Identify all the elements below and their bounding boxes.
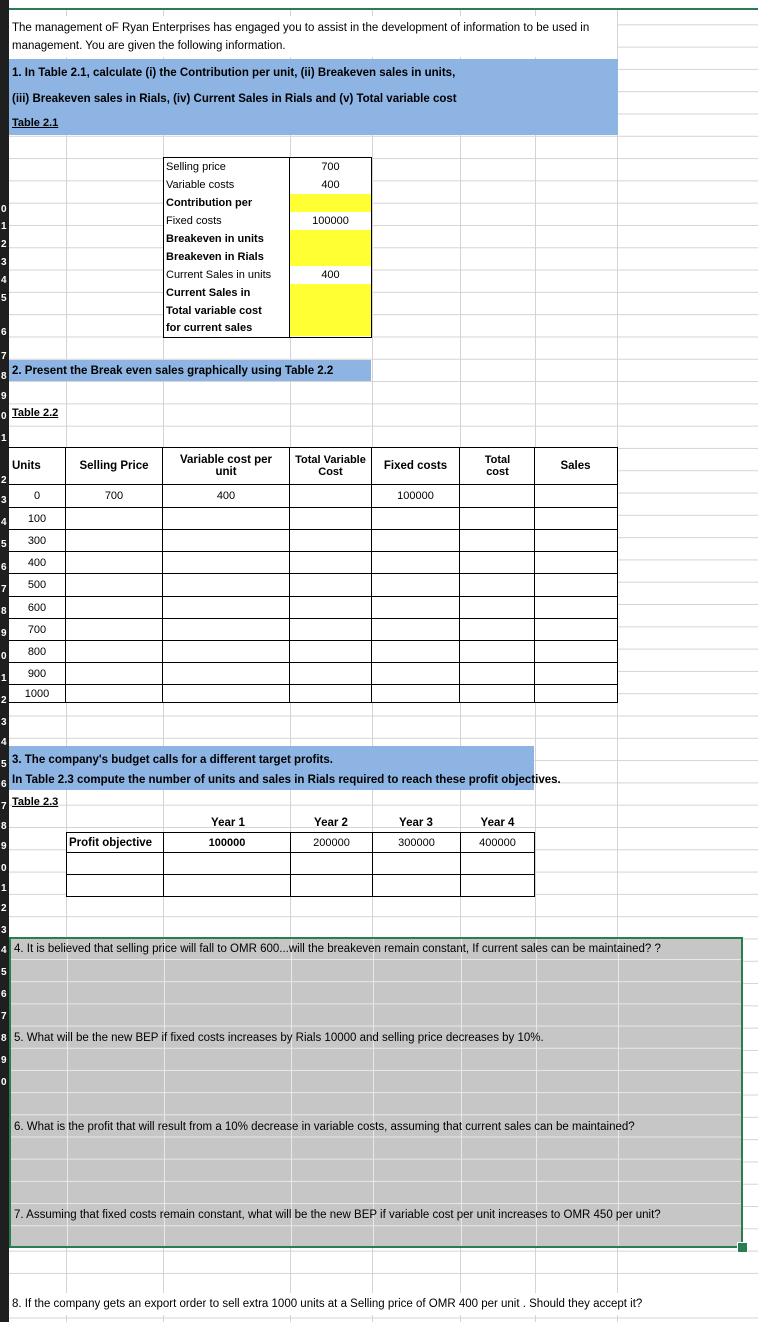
row-number[interactable]: 1 <box>1 883 7 894</box>
table-2-1 <box>163 157 372 338</box>
label-total-variable-cost: Total variable cost <box>166 304 262 317</box>
row-header <box>0 0 9 1322</box>
question-4-text: 4. It is believed that selling price will fall to OMR 600...will the breakeven remain constant, If current sales can be maintained? ? <box>14 943 661 955</box>
row-number[interactable]: 1 <box>1 221 7 232</box>
label-current-sales-in: Current Sales in <box>166 287 251 299</box>
row-number[interactable]: 5 <box>1 293 7 304</box>
row-number[interactable]: 2 <box>1 239 7 250</box>
row-number[interactable]: 9 <box>1 391 7 402</box>
question-2-text: 2. Present the Break even sales graphically using Table 2.2 <box>12 365 334 377</box>
row-number[interactable]: 7 <box>1 801 7 812</box>
row-number[interactable]: 8 <box>1 371 7 382</box>
question-2-band <box>9 360 371 381</box>
header-fixed-costs: Fixed costs <box>383 460 448 472</box>
label-contribution-per: Contribution per <box>166 197 253 209</box>
units-cell[interactable]: 900 <box>27 667 47 680</box>
units-cell[interactable]: 800 <box>27 645 47 658</box>
row-number[interactable]: 4 <box>1 275 7 286</box>
value-variable-costs[interactable]: 400 <box>321 179 340 191</box>
label-variable-costs: Variable costs <box>166 179 235 191</box>
row-number[interactable]: 7 <box>1 584 7 595</box>
row-number[interactable]: 4 <box>1 517 7 528</box>
row-number[interactable]: 0 <box>1 863 7 874</box>
intro-line-2: management. You are given the following information. <box>12 40 286 52</box>
year-2-label: Year 2 <box>314 817 348 829</box>
row-number[interactable]: 6 <box>1 327 7 338</box>
row-number[interactable]: 0 <box>1 1077 7 1088</box>
row-number[interactable]: 0 <box>1 651 7 662</box>
question-1-band <box>9 59 618 135</box>
profit-year-2[interactable]: 200000 <box>313 836 350 849</box>
units-cell[interactable]: 500 <box>27 579 47 591</box>
units-cell[interactable]: 100 <box>27 512 47 525</box>
question-6-text: 6. What is the profit that will result from a 10% decrease in variable costs, assuming that current sales can be maintained? <box>14 1121 635 1133</box>
profit-objective-label: Profit objective <box>69 836 153 849</box>
column-header-strip <box>9 0 758 10</box>
value-current-sales-in[interactable] <box>290 284 371 302</box>
row-number[interactable]: 5 <box>1 759 7 770</box>
header-total-cost: Total cost <box>484 454 511 478</box>
row-number[interactable]: 8 <box>1 1033 7 1044</box>
row-number[interactable]: 6 <box>1 989 7 1000</box>
header-sales: Sales <box>560 460 591 472</box>
row-number[interactable]: 1 <box>1 433 7 444</box>
table-2-2 <box>9 447 618 703</box>
row-number[interactable]: 6 <box>1 779 7 790</box>
units-cell[interactable]: 700 <box>27 623 47 636</box>
row-number[interactable]: 3 <box>1 717 7 728</box>
row-number[interactable]: 6 <box>1 562 7 573</box>
question-3-line-2: In Table 2.3 compute the number of units and sales in Rials required to reach these profit objectives. <box>12 774 561 786</box>
units-cell[interactable]: 1000 <box>24 688 50 700</box>
row-number[interactable]: 9 <box>1 1055 7 1066</box>
row-number[interactable]: 4 <box>1 737 7 748</box>
label-selling-price: Selling price <box>166 161 226 173</box>
row-0-selling-price[interactable]: 700 <box>104 490 124 502</box>
profit-year-3[interactable]: 300000 <box>398 836 435 849</box>
row-number[interactable]: 3 <box>1 925 7 936</box>
table-2-2-label: Table 2.2 <box>12 407 59 419</box>
units-cell[interactable]: 300 <box>27 534 47 547</box>
row-number[interactable]: 8 <box>1 821 7 832</box>
value-contribution-per[interactable] <box>290 194 371 212</box>
row-number[interactable]: 9 <box>1 628 7 639</box>
row-number[interactable]: 1 <box>1 673 7 684</box>
table-2-3 <box>66 832 535 897</box>
header-variable-cost-per-unit: Variable cost per unit <box>179 454 273 478</box>
year-3-label: Year 3 <box>399 817 433 829</box>
units-cell[interactable]: 0 <box>33 490 41 502</box>
value-current-sales-units[interactable]: 400 <box>321 269 340 281</box>
row-0-variable-cost[interactable]: 400 <box>216 490 236 502</box>
row-number[interactable]: 5 <box>1 967 7 978</box>
year-1-label: Year 1 <box>211 817 245 829</box>
row-number[interactable]: 5 <box>1 539 7 550</box>
value-breakeven-rials[interactable] <box>290 248 371 266</box>
profit-year-1[interactable]: 100000 <box>208 836 246 849</box>
value-total-variable-cost[interactable] <box>290 302 371 336</box>
header-units: Units <box>12 460 41 472</box>
question-8-text: 8. If the company gets an export order to sell extra 1000 units at a Selling price of OMR 400 per unit . Should they accept it? <box>12 1298 643 1310</box>
header-selling-price: Selling Price <box>79 460 149 472</box>
label-for-current-sales: for current sales <box>166 321 253 334</box>
row-number[interactable]: 4 <box>1 945 7 956</box>
label-breakeven-units: Breakeven in units <box>166 233 264 245</box>
value-fixed-costs[interactable]: 100000 <box>312 215 349 227</box>
question-5-text: 5. What will be the new BEP if fixed costs increases by Rials 10000 and selling price decreases by 10%. <box>14 1032 544 1044</box>
row-number[interactable]: 0 <box>1 204 7 215</box>
units-cell[interactable]: 400 <box>27 556 47 569</box>
question-1-line-2: (iii) Breakeven sales in Rials, (iv) Current Sales in Rials and (v) Total variable cost <box>12 93 457 105</box>
row-0-fixed-costs[interactable]: 100000 <box>397 490 434 502</box>
label-breakeven-rials: Breakeven in Rials <box>166 251 264 263</box>
question-3-line-1: 3. The company's budget calls for a different target profits. <box>12 754 333 766</box>
intro-block <box>9 16 617 57</box>
profit-year-4[interactable]: 400000 <box>479 836 516 849</box>
value-selling-price[interactable]: 700 <box>321 161 340 173</box>
year-4-label: Year 4 <box>480 817 515 829</box>
row-number[interactable]: 8 <box>1 606 7 617</box>
row-number[interactable]: 2 <box>1 695 7 706</box>
question-1-line-1: 1. In Table 2.1, calculate (i) the Contribution per unit, (ii) Breakeven sales in units, <box>12 67 456 79</box>
row-number[interactable]: 3 <box>1 495 7 506</box>
question-7-text: 7. Assuming that fixed costs remain constant, what will be the new BEP if variable cost per unit increases to OMR 450 per unit? <box>14 1209 661 1221</box>
row-number[interactable]: 7 <box>1 351 7 362</box>
row-number[interactable]: 7 <box>1 1011 7 1022</box>
header-total-variable-cost: Total Variable Cost <box>295 454 366 478</box>
row-number[interactable]: 2 <box>1 475 7 486</box>
row-number[interactable]: 0 <box>1 411 7 422</box>
question-8-row <box>9 1293 758 1315</box>
table-2-1-label: Table 2.1 <box>12 117 59 129</box>
selected-range[interactable] <box>9 937 743 1248</box>
row-number[interactable]: 9 <box>1 841 7 852</box>
row-number[interactable]: 3 <box>1 257 7 268</box>
units-cell[interactable]: 600 <box>27 601 47 614</box>
intro-line-1: The management oF Ryan Enterprises has engaged you to assist in the development of information to be used in <box>12 22 590 34</box>
row-number[interactable]: 2 <box>1 903 7 914</box>
fill-handle[interactable] <box>737 1242 748 1253</box>
label-fixed-costs: Fixed costs <box>166 215 222 227</box>
value-breakeven-units[interactable] <box>290 230 371 248</box>
table-2-3-label: Table 2.3 <box>12 796 59 808</box>
label-current-sales-units: Current Sales in units <box>166 269 272 281</box>
